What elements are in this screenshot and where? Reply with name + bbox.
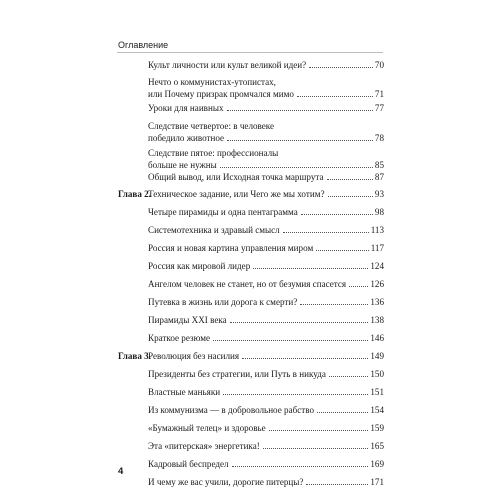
entry-title: Нечто о коммунистах-утопистах, bbox=[148, 77, 276, 87]
entry-page-number: 149 bbox=[370, 351, 384, 361]
entry-page-number: 159 bbox=[370, 423, 384, 433]
chapter-label: Глава 3. bbox=[118, 351, 151, 361]
entry-title: Путевка в жизнь или дорога к смерти? bbox=[148, 297, 298, 307]
entry-title: Культ личности или культ великой идеи? bbox=[148, 60, 307, 70]
entry-page-number: 71 bbox=[374, 89, 384, 99]
entry-page-number: 150 bbox=[370, 369, 384, 379]
entry-page-number: 117 bbox=[370, 243, 384, 253]
entry-page-number: 93 bbox=[374, 189, 384, 199]
dot-leader bbox=[316, 250, 368, 251]
dot-leader bbox=[232, 466, 369, 467]
entry-page-number: 124 bbox=[370, 261, 384, 271]
entry-title: Общий вывод, или Исходная точка маршрута bbox=[148, 172, 324, 182]
entry-title: Эта «питерская» энергетика! bbox=[148, 441, 260, 451]
page-number: 4 bbox=[118, 466, 124, 477]
entry-page-number: 78 bbox=[374, 133, 384, 143]
dot-leader bbox=[328, 196, 373, 197]
entry-page-number: 136 bbox=[370, 297, 384, 307]
entry-title: Техническое задание, или Чего же мы хотим? bbox=[148, 189, 325, 199]
dot-leader bbox=[227, 110, 373, 111]
dot-leader bbox=[306, 484, 368, 485]
entry-title: Россия и новая картина управления миром bbox=[148, 243, 314, 253]
dot-leader bbox=[213, 340, 368, 341]
dot-leader bbox=[300, 304, 368, 305]
dot-leader bbox=[227, 140, 373, 141]
entry-page-number: 70 bbox=[374, 60, 384, 70]
entry-title: «Бумажный телец» и здоровье bbox=[148, 423, 266, 433]
entry-title: Пирамиды XXI века bbox=[148, 315, 227, 325]
dot-leader bbox=[269, 430, 369, 431]
entry-title: Четыре пирамиды и одна пентаграмма bbox=[148, 207, 298, 217]
entry-title: Уроки для наивных bbox=[148, 103, 224, 113]
dot-leader bbox=[242, 358, 368, 359]
dot-leader bbox=[327, 179, 373, 180]
dot-leader bbox=[317, 412, 368, 413]
entry-page-number: 165 bbox=[370, 441, 384, 451]
entry-page-number: 146 bbox=[370, 333, 384, 343]
entry-page-number: 85 bbox=[374, 160, 384, 170]
entry-title: или Почему призрак промчался мимо bbox=[148, 89, 294, 99]
entry-page-number: 77 bbox=[374, 103, 384, 113]
header-rule bbox=[117, 52, 383, 53]
entry-page-number: 154 bbox=[370, 405, 384, 415]
entry-title: И чему же вас учили, дорогие питерцы? bbox=[148, 477, 304, 487]
dot-leader bbox=[283, 232, 369, 233]
entry-title: Кадровый беспредел bbox=[148, 459, 229, 469]
entry-title: Краткое резюме bbox=[148, 333, 211, 343]
dot-leader bbox=[297, 96, 373, 97]
entry-page-number: 126 bbox=[370, 279, 384, 289]
entry-title: Революция без насилия bbox=[148, 351, 240, 361]
running-header: Оглавление bbox=[118, 40, 169, 50]
entry-title: Россия как мировой лидер bbox=[148, 261, 251, 271]
entry-page-number: 169 bbox=[370, 459, 384, 469]
entry-page-number: 151 bbox=[370, 387, 384, 397]
dot-leader bbox=[223, 394, 368, 395]
dot-leader bbox=[349, 286, 368, 287]
entry-page-number: 113 bbox=[370, 225, 384, 235]
chapter-label: Глава 2. bbox=[118, 189, 151, 199]
dot-leader bbox=[301, 214, 373, 215]
dot-leader bbox=[263, 448, 369, 449]
entry-page-number: 98 bbox=[374, 207, 384, 217]
entry-page-number: 138 bbox=[370, 315, 384, 325]
dot-leader bbox=[309, 67, 373, 68]
entry-title: победило животное bbox=[148, 133, 225, 143]
dot-leader bbox=[329, 376, 368, 377]
entry-title: Властные маньяки bbox=[148, 387, 221, 397]
entry-title: Следствие пятое: профессионалы bbox=[148, 148, 279, 158]
dot-leader bbox=[220, 167, 373, 168]
dot-leader bbox=[253, 268, 368, 269]
dot-leader bbox=[230, 322, 369, 323]
entry-page-number: 171 bbox=[370, 477, 384, 487]
entry-title: больше не нужны bbox=[148, 160, 217, 170]
entry-title: Системотехника и здравый смысл bbox=[148, 225, 280, 235]
entry-title: Президенты без стратегии, или Путь в никуда bbox=[148, 369, 326, 379]
entry-title: Ангелом человек не станет, но от безумия спасется bbox=[148, 279, 347, 289]
entry-title: Из коммунизма — в добровольное рабство bbox=[148, 405, 315, 415]
entry-title: Следствие четвертое: в человеке bbox=[148, 121, 275, 131]
entry-page-number: 87 bbox=[374, 172, 384, 182]
